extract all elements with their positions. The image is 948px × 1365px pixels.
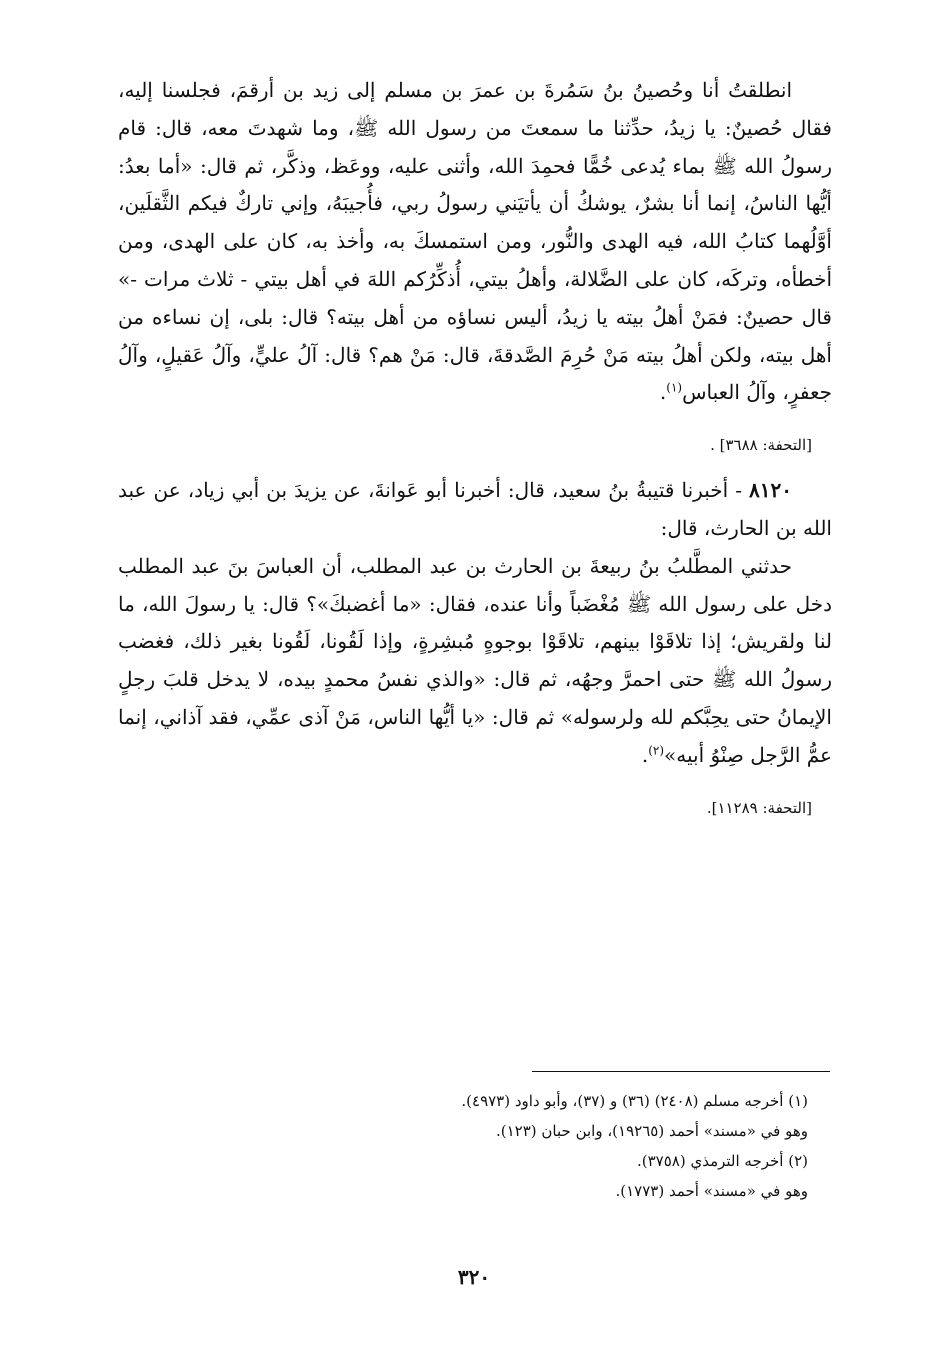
main-text: [118, 72, 832, 835]
footnote-line: وهو في «مسند» أحمد (١٧٧٣).: [615, 1182, 808, 1200]
footnote-separator: [532, 1071, 830, 1072]
footnote-marker-1[interactable]: (١): [666, 380, 683, 395]
page-number: ٣٢٠: [457, 1265, 491, 1289]
footnotes: [118, 1086, 808, 1206]
tuhfa-reference: [التحفة: ١١٢٨٩].: [706, 798, 812, 817]
matn-paragraph: حدثني المطَّلبُ بنُ ربيعةَ بن الحارث بن عبد المطلب، أن العباسَ بنَ عبد المطلب دخل على رسول الله ﷺ مُغْضَباً وأنا عنده، فقال: «ما أغضبكَ»؟ قال: يا رسولَ الله، ما لنا ولقريش؛ إذا تلاقَوْا بينهم، تلاقَوْا بوجوهٍ مُبشِرةٍ، وإذا لَقُونا، لَقُونا بغير ذلك، فغضب رسولُ الله ﷺ حتى احمرَّ وجهُه، ثم قال: «والذي نفسُ محمدٍ بيده، لا يدخل قلبَ رجلٍ الإيمانُ حتى يحِبَّكم لله ولرسوله» ثم قال: «يا أيُّها الناس، مَنْ آذى عمِّي، فقد آذاني، إنما عمُّ الرَّجل صِنْوُ أبيه»$^{(٢)}$.: [118, 553, 832, 767]
hadith-8120: [118, 472, 832, 774]
footnote-line: (٢) أخرجه الترمذي (٣٧٥٨).: [636, 1152, 808, 1170]
footnote-line: (١) أخرجه مسلم (٢٤٠٨) (٣٦) و (٣٧)، وأبو داود (٤٩٧٣).: [461, 1092, 808, 1110]
paragraph-hadith-8119: انطلقتُ أنا وحُصينُ بنُ سَمُرةَ بن عمرَ بن مسلم إلى زيد بن أرقمَ، فجلسنا إليه، فقال حُصينٌ: يا زيدُ، حدِّثنا ما سمعتَ من رسول الله ﷺ، وما شهدتَ معه، قال: قام رسولُ الله ﷺ بماء يُدعى خُمًّا فحمِدَ الله، وأثنى عليه، ووعَظ، وذكَّر، ثم قال: «أما بعدُ: أيُّها الناسُ، إنما أنا بشرٌ، يوشكُ أن يأتيَني رسولُ ربي، فأُجيبَهُ، وإني تاركٌ فيكم الثَّقلَين، أوَّلُهما كتابُ الله، فيه الهدى والنُّور، ومن استمسكَ به، وأخذ به، كان على الهدى، ومن أخطأه، وتركَه، كان على الضَّلالة، وأهلُ بيتي، أُذكِّرُكم اللهَ في أهل بيتي - ثلاث مرات -» قال حصينٌ: فمَنْ أهلُ بيته يا زيدُ، أليس نساؤه من أهل بيته؟ قال: بلى، إن نساءه من أهل بيته، ولكن أهلُ بيته مَنْ حُرِمَ الصَّدقةَ، قال: مَنْ هم؟ قال: آلُ عليٍّ، وآلُ عَقيلٍ، وآلُ جعفرٍ، وآلُ العباس$^{(١)}$.: [118, 78, 832, 405]
hadith-text: [118, 72, 832, 412]
footnote-marker-2[interactable]: (٢): [648, 743, 665, 758]
isnad-paragraph: ٨١٢٠ - أخبرنا قتيبةُ بنُ سعيد، قال: أخبرنا أبو عَوانةَ، عن يزيدَ بن أبي زياد، عن عبد الله بن الحارث، قال:: [118, 478, 832, 540]
footnote-line: وهو في «مسند» أحمد (١٩٢٦٥)، وابن حبان (١٢٣).: [496, 1122, 808, 1140]
tuhfa-reference: [التحفة: ٣٦٨٨] .: [710, 436, 812, 455]
hadith-number: ٨١٢٠: [749, 478, 792, 503]
